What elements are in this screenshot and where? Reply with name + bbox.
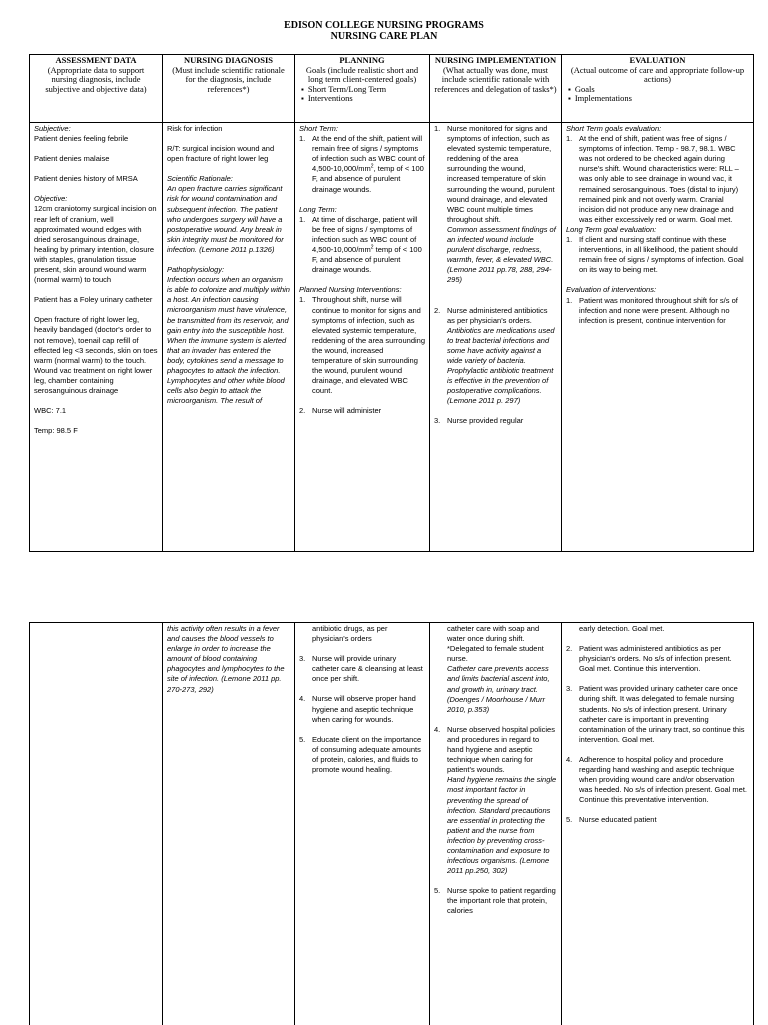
short-term-goal: 1. At the end of the shift, patient will remain free of signs / symptoms of infection such as WBC count of $4,500-10,000/mm^2$, temp of < 100 F, and absence of purulent drainage wounds.: [299, 134, 425, 195]
evaluation-cell: [562, 123, 754, 552]
col-header-implementation: NURSING IMPLEMENTATION (What actually was done, must include scientific rationale with references and delegation of tasks*): [430, 55, 562, 123]
intervention-eval-continued: early detection. Goal met.: [566, 624, 749, 634]
pathophysiology-text: Infection occurs when an organism is able to colonize and multiply within a host. An infection causing microorganism must have virulence, be transmitted from its reservoir, and gain entry into the susceptible host. When the immune system is alerted that an invader has entered the body, cytokines send a message to phagocytes to attack the infection. Lymphocytes and other white blood cells also begin to attack the microorganism. The result of: [167, 275, 290, 406]
col-header-assessment: ASSESSMENT DATA (Appropriate data to support nursing diagnosis, include subjective and objective data): [30, 55, 163, 123]
subjective-item: Patient denies malaise: [34, 154, 158, 164]
planned-intervention: 5. Educate client on the importance of consuming adequate amounts of protein, calories, and fluids to promote wound healing.: [299, 735, 425, 775]
related-to-text: R/T: surgical incision wound and open fracture of right lower leg: [167, 144, 290, 164]
col-header-planning: PLANNING Goals (include realistic short and long term client-centered goals) ▪ Short Term/Long Term ▪ Interventions: [295, 55, 430, 123]
implementation-item: 4. Nurse observed hospital policies and procedures in regard to hand hygiene and aseptic technique when caring for patient's wounds. Hand hygiene remains the single most important factor in preventing the spread of infection. Standard precautions are essential in protecting the patient and the nurse from infection by preventing cross-contamination and exposure to infectious organisms. (Lemone 2011 pp.250, 302): [434, 725, 557, 876]
intervention-eval: 2. Patient was administered antibiotics as per physician's orders. No s/s of infection present. Goal met. Continue this intervention.: [566, 644, 749, 674]
short-term-label: Short Term:: [299, 124, 425, 134]
intervention-eval: 5. Nurse educated patient: [566, 815, 749, 825]
interventions-eval-label: Evaluation of interventions:: [566, 285, 749, 295]
implementation-item: 3. Nurse provided regular: [434, 416, 557, 426]
pathophysiology-text-continued: this activity often results in a fever and causes the blood vessels to enlarge in order to increase the amount of blood containing phagocytes and lymphocytes to the site of infection. (Lemone 2011 pp. 270-273, 292): [167, 624, 290, 695]
evaluation-cell-continued: [562, 623, 754, 1025]
objective-item: Open fracture of right lower leg, heavily bandaged (doctor's order to not remove), toenail cap refill of effected leg <3 seconds, skin on toes warm (normal warm) to the touch. Wound vac treatment on right lower leg, chamber containing serosanguinous drainage: [34, 315, 158, 396]
assessment-cell: [30, 123, 163, 552]
subjective-item: Patient denies history of MRSA: [34, 174, 158, 184]
assessment-cell-continued: [30, 623, 163, 1025]
planning-cell-continued: [295, 623, 430, 1025]
care-plan-table-page-2: [29, 622, 754, 1025]
document-title: [0, 20, 768, 42]
wbc-value: WBC: 7.1: [34, 406, 158, 416]
evaluation-bullet: ▪ Goals: [578, 85, 749, 95]
col-header-evaluation: EVALUATION (Actual outcome of care and appropriate follow-up actions) ▪ Goals ▪ Implementations: [562, 55, 754, 123]
short-term-eval: 1. At the end of shift, patient was free of signs / symptoms of infection. Temp - 98.7, 98.1. WBC was not ordered to be checked again during nurse's shift. Wound characteristics were: RLL – was only able to see drainage in wound vac, it remained serosanguinous. Toes (distal to injury) remained pink and not overly warm. Cranial incision did not produce any new drainage and was either excessively red or warm. Goal met.: [566, 134, 749, 225]
planning-bullet: ▪ Interventions: [311, 94, 425, 104]
planning-bullet: ▪ Short Term/Long Term: [311, 85, 425, 95]
diagnosis-cell: [163, 123, 295, 552]
planning-cell: [295, 123, 430, 552]
objective-label: Objective:: [34, 194, 158, 204]
header-row: [30, 55, 754, 123]
implementation-item: 2. Nurse administered antibiotics as per physician's orders. Antibiotics are medications used to treat bacterial infections and some have activity against a wide variety of bacteria. Prophylactic antibiotic treatment is effective in the prevention of postoperative complications. (Lemone 2011 p. 297): [434, 306, 557, 407]
intervention-eval: 3. Patient was provided urinary catheter care once during shift. It was delegated to female nursing students. No s/s of infection present. Urinary catheter care is important in preventing contamination of the urinary tract, so continue this intervention. Goal met.: [566, 684, 749, 745]
implementation-item: 1. Nurse monitored for signs and symptoms of infection, such as elevated systemic temperature, reddening of the area surrounding the wound, increased temperature of skin surrounding the wound, purulent wound drainage, and elevated WBC count multiple times throughout shift. Common assessment findings of an infected wound include purulent discharge, redness, warmth, fever, & elevated WBC. (Lemone 2011 pp.78, 288, 294-295): [434, 124, 557, 286]
content-row: [30, 123, 754, 552]
planned-intervention: 2. Nurse will administer: [299, 406, 425, 416]
col-header-diagnosis: NURSING DIAGNOSIS (Must include scientific rationale for the diagnosis, include references*): [163, 55, 295, 123]
subjective-label: Subjective:: [34, 124, 158, 134]
objective-item: 12cm craniotomy surgical incision on rear left of cranium, well approximated wound edges with dried serosanguinous drainage, healing by primary intention, closure with staples, granulation tissue present, skin around wound warm (normal warm) to touch: [34, 204, 158, 285]
long-term-eval: 1. If client and nursing staff continue with these interventions, in all likelihood, the patient should remain free of signs / symptoms of infection. Goal on its way to being met.: [566, 235, 749, 275]
intervention-eval: 4. Adherence to hospital policy and procedure regarding hand washing and aseptic technique when providing wound care and/or observation was heeded. No s/s of infection present. Goal met. Continue this preventative intervention.: [566, 755, 749, 805]
content-row-continued: [30, 623, 754, 1025]
planned-intervention: 3. Nurse will provide urinary catheter care & cleansing at least once per shift.: [299, 654, 425, 684]
care-plan-table-page-1: [29, 54, 754, 552]
objective-item: Patient has a Foley urinary catheter: [34, 295, 158, 305]
evaluation-bullet: ▪ Implementations: [578, 94, 749, 104]
intervention-eval: 1. Patient was monitored throughout shift for s/s of infection and none were present. Although no infection is present, continue intervention for: [566, 296, 749, 326]
diagnosis-text: Risk for infection: [167, 124, 290, 134]
temp-value: Temp: 98.5 F: [34, 426, 158, 436]
implementation-cell: [430, 123, 562, 552]
title-line-1: EDISON COLLEGE NURSING PROGRAMS: [0, 20, 768, 31]
planned-interventions-label: Planned Nursing Interventions:: [299, 285, 425, 295]
planned-intervention: 1. Throughout shift, nurse will continue to monitor for signs and symptoms of infection, such as elevated systemic temperature, reddening of the area surrounding the wound, increased temperature of skin surrounding the wound, purulent wound drainage, and elevated WBC count.: [299, 295, 425, 396]
subjective-item: Patient denies feeling febrile: [34, 134, 158, 144]
implementation-item: 5. Nurse spoke to patient regarding the important role that protein, calories: [434, 886, 557, 916]
implementation-cell-continued: [430, 623, 562, 1025]
long-term-eval-label: Long Term goal evaluation:: [566, 225, 749, 235]
long-term-goal: 1. At time of discharge, patient will be free of signs / symptoms of infection such as WBC count of $4,500-10,000/mm^2$ temp of < 100 F, and absence of purulent drainage wounds.: [299, 215, 425, 276]
planned-intervention: 4. Nurse will observe proper hand hygiene and aseptic technique when caring for wounds.: [299, 694, 425, 724]
long-term-label: Long Term:: [299, 205, 425, 215]
scientific-rationale-text: An open fracture carries significant risk for wound contamination and subsequent infection. The patient who undergoes surgery will have a postoperative wound. Any break in skin integrity must be monitored for infection. (Lemone 2011 p.1326): [167, 184, 290, 255]
title-line-2: NURSING CARE PLAN: [0, 31, 768, 42]
pathophysiology-label: Pathophysiology:: [167, 265, 290, 275]
planned-intervention-continued: antibiotic drugs, as per physician's orders: [299, 624, 425, 644]
short-term-eval-label: Short Term goals evaluation:: [566, 124, 749, 134]
implementation-item-continued: catheter care with soap and water once during shift. *Delegated to female student nurse. Catheter care prevents access and limits bacterial ascent into, and growth in, urinary tract. (Doenges / Moorhouse / Murr 2010, p.353): [434, 624, 557, 715]
diagnosis-cell-continued: [163, 623, 295, 1025]
scientific-rationale-label: Scientific Rationale:: [167, 174, 290, 184]
